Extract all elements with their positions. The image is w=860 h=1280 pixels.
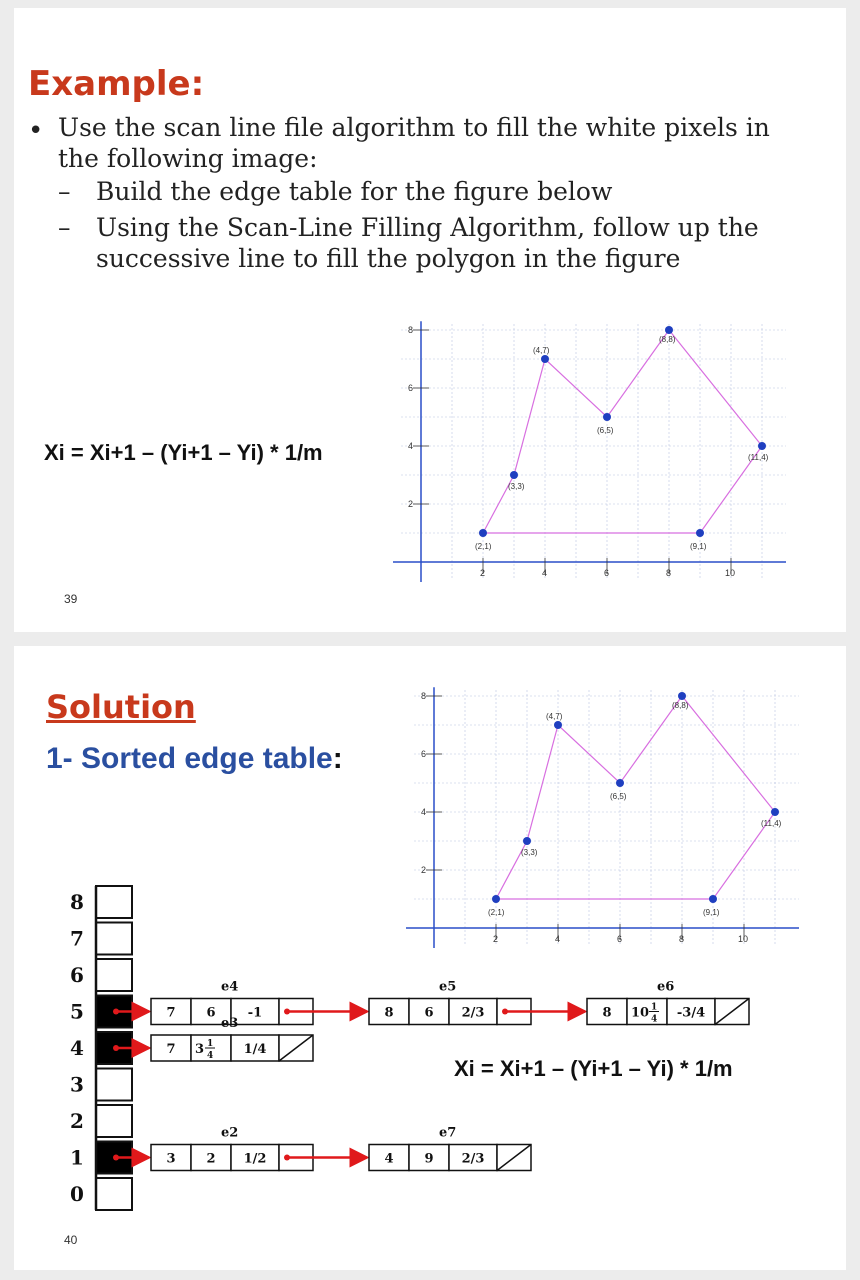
edge-cell-value: 7 bbox=[166, 1042, 176, 1057]
x-tick-label: 4 bbox=[542, 568, 548, 578]
y-tick-label: 2 bbox=[408, 499, 414, 509]
formula: Xi = Xi+1 – (Yi+1 – Yi) * 1/m bbox=[454, 1056, 733, 1081]
scanline-label: 0 bbox=[70, 1182, 84, 1207]
x-tick-label: 6 bbox=[617, 934, 623, 944]
y-tick-label: 2 bbox=[421, 865, 427, 875]
scanline-label: 5 bbox=[70, 999, 84, 1024]
bullet-marker: • bbox=[28, 116, 44, 146]
edge-cell-value: 2/3 bbox=[461, 1151, 485, 1167]
edge-cell-value: 8 bbox=[602, 1005, 612, 1021]
vertex-label: (3,3) bbox=[508, 482, 525, 491]
y-tick-label: 8 bbox=[408, 325, 414, 335]
x-tick-label: 10 bbox=[725, 568, 736, 578]
edge-label: e4 bbox=[221, 979, 239, 995]
vertex-label: (6,5) bbox=[597, 426, 614, 435]
polygon-graph bbox=[376, 314, 786, 584]
fraction-denominator: 4 bbox=[651, 1014, 658, 1025]
y-tick-label: 6 bbox=[408, 383, 414, 393]
edge-cell-value: 1/4 bbox=[243, 1042, 267, 1057]
y-tick-label: 4 bbox=[421, 807, 427, 817]
sub-bullet-text: Build the edge table for the figure below bbox=[96, 177, 613, 206]
vertex-point bbox=[541, 355, 549, 363]
edge-cell-value: 4 bbox=[384, 1151, 394, 1167]
y-tick-label: 6 bbox=[421, 749, 427, 759]
vertex-label: (4,7) bbox=[533, 346, 550, 355]
y-tick-label: 4 bbox=[408, 441, 414, 451]
y-tick-label: 8 bbox=[421, 691, 427, 701]
edge-cell-value: 7 bbox=[166, 1005, 176, 1021]
vertex-label: (9,1) bbox=[703, 908, 720, 917]
bullet-text: Use the scan line file algorithm to fill the white pixels in the following image: bbox=[58, 113, 770, 173]
vertex-label: (3,3) bbox=[521, 848, 538, 857]
vertex-point bbox=[665, 326, 673, 334]
vertex-label: (2,1) bbox=[475, 542, 492, 551]
section-heading-colon: : bbox=[332, 742, 343, 775]
edge-cell-value: 3 bbox=[166, 1151, 176, 1167]
edge-label: e7 bbox=[439, 1125, 457, 1141]
vertex-point bbox=[696, 529, 704, 537]
x-tick-label: 8 bbox=[666, 568, 672, 578]
section-heading-text: 1- Sorted edge table bbox=[46, 742, 333, 775]
bucket-empty bbox=[96, 923, 132, 955]
bucket-empty bbox=[96, 959, 132, 991]
edge-label: e5 bbox=[439, 979, 457, 995]
bucket-empty bbox=[96, 1105, 132, 1137]
edge-cell-value: 1/2 bbox=[243, 1151, 267, 1167]
edge-cell-value: -3/4 bbox=[676, 1005, 706, 1021]
sub-bullet-1 bbox=[58, 176, 778, 208]
edge-label: e2 bbox=[221, 1125, 239, 1141]
edge-cell-value: 6 bbox=[424, 1005, 434, 1021]
sub-bullet-text: Using the Scan-Line Filling Algorithm, follow up the successive line to fill the polygon in the figure bbox=[96, 213, 759, 273]
edge-cell-value: 10 bbox=[631, 1005, 650, 1021]
page-number: 40 bbox=[64, 1233, 78, 1247]
vertex-point bbox=[510, 471, 518, 479]
vertex-label: (11,4) bbox=[748, 453, 769, 462]
edge-table-diagram bbox=[14, 646, 846, 1270]
bucket-empty bbox=[96, 1069, 132, 1101]
edge-cell-value: 2 bbox=[206, 1151, 216, 1167]
vertex-point bbox=[603, 413, 611, 421]
vertex-label: (2,1) bbox=[488, 908, 505, 917]
fraction-numerator: 1 bbox=[651, 1002, 658, 1013]
bucket-empty bbox=[96, 1178, 132, 1210]
slide-title: Solution bbox=[46, 688, 196, 726]
bucket-empty bbox=[96, 886, 132, 918]
scanline-label: 2 bbox=[70, 1109, 84, 1134]
fraction-denominator: 4 bbox=[207, 1051, 214, 1061]
x-tick-label: 8 bbox=[679, 934, 685, 944]
vertex-label: (9,1) bbox=[690, 542, 707, 551]
x-tick-label: 2 bbox=[480, 568, 486, 578]
edge-cell-value: 8 bbox=[384, 1005, 394, 1021]
page-number: 39 bbox=[64, 592, 78, 606]
vertex-label: (11,4) bbox=[761, 819, 782, 828]
scanline-label: 6 bbox=[70, 963, 84, 988]
vertex-label: (8,8) bbox=[672, 701, 689, 710]
sub-bullet-marker: – bbox=[58, 213, 71, 242]
edge-cell-value: -1 bbox=[247, 1005, 263, 1021]
edge-cell-value: 6 bbox=[206, 1005, 216, 1021]
vertex-label: (6,5) bbox=[610, 792, 627, 801]
sub-bullet-marker: – bbox=[58, 177, 71, 206]
x-tick-label: 10 bbox=[738, 934, 749, 944]
scanline-label: 3 bbox=[70, 1072, 84, 1097]
x-tick-label: 4 bbox=[555, 934, 561, 944]
fraction-numerator: 1 bbox=[207, 1039, 214, 1049]
vertex-label: (4,7) bbox=[546, 712, 563, 721]
formula: Xi = Xi+1 – (Yi+1 – Yi) * 1/m bbox=[44, 440, 323, 465]
vertex-point bbox=[479, 529, 487, 537]
scanline-label: 7 bbox=[70, 926, 84, 951]
scanline-label: 4 bbox=[70, 1036, 84, 1061]
slide-example bbox=[14, 8, 846, 632]
edge-cell-value: 2/3 bbox=[461, 1005, 485, 1021]
slide-title: Example: bbox=[28, 64, 205, 104]
edge-cell-value: 9 bbox=[424, 1151, 434, 1167]
vertex-label: (8,8) bbox=[659, 335, 676, 344]
sub-bullet-2 bbox=[58, 212, 778, 276]
scanline-label: 8 bbox=[70, 890, 84, 915]
edge-label: e6 bbox=[657, 979, 675, 995]
edge-cell-value: 3 bbox=[195, 1042, 205, 1057]
vertex-point bbox=[758, 442, 766, 450]
scanline-label: 1 bbox=[70, 1145, 84, 1170]
slide-solution bbox=[14, 646, 846, 1270]
x-tick-label: 2 bbox=[493, 934, 499, 944]
polygon-outline bbox=[483, 330, 762, 533]
edge-label: e3 bbox=[221, 1016, 239, 1031]
x-tick-label: 6 bbox=[604, 568, 610, 578]
